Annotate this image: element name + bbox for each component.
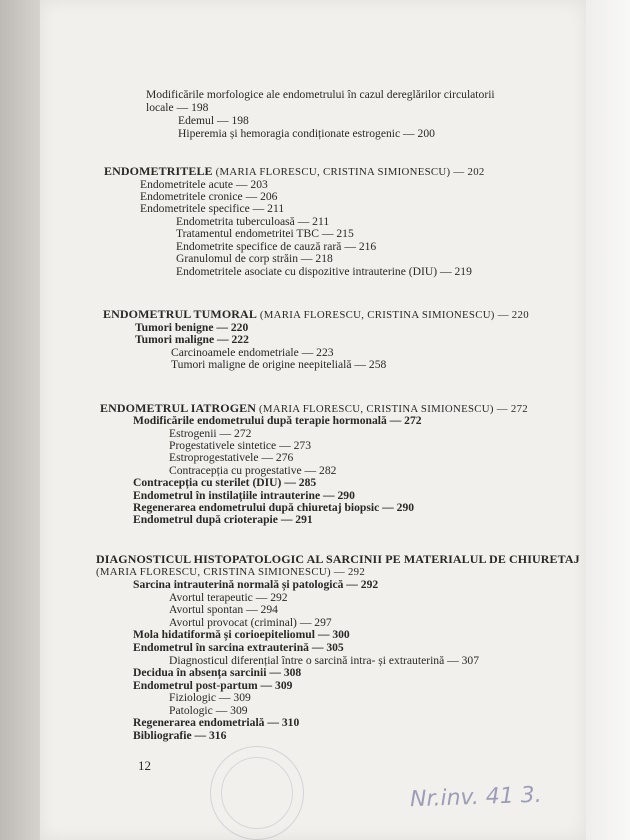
toc-subentry: Edemul — 198 [178, 114, 249, 127]
toc-subentry: Endometrita tuberculoasă — 211 [176, 215, 330, 228]
toc-entry: Bibliografie — 316 [133, 729, 227, 742]
toc-subentry: Fiziologic — 309 [169, 691, 251, 704]
toc-subentry: Avortul terapeutic — 292 [169, 591, 288, 604]
toc-entry: Sarcina intrauterină normală și patologică — 292 [133, 578, 379, 591]
scan-background-right [586, 0, 630, 840]
toc-entry: Modificările morfologice ale endometrului în cazul dereglărilor circulatorii [146, 88, 495, 101]
toc-subentry: Endometrite specifice de cauză rară — 216 [176, 240, 377, 253]
book-page [40, 0, 586, 840]
toc-section-heading [104, 165, 485, 179]
library-stamp-icon [210, 746, 304, 840]
toc-subentry: Estroprogestativele — 276 [169, 451, 294, 464]
toc-subentry: Patologic — 309 [169, 704, 248, 717]
section-authors: (MARIA FLORESCU, CRISTINA SIMIONESCU) — 202 [215, 166, 485, 178]
section-title: DIAGNOSTICUL HISTOPATOLOGIC AL SARCINII PE MATERIALUL DE CHIURETAJ [96, 552, 580, 566]
toc-entry: locale — 198 [146, 101, 209, 114]
toc-entry: Endometrul post-partum — 309 [133, 679, 293, 692]
toc-subentry: Hiperemia și hemoragia condiționate estrogenic — 200 [178, 127, 435, 140]
toc-subentry: Endometritele asociate cu dispozitive intrauterine (DIU) — 219 [176, 265, 472, 278]
toc-subentry: Diagnosticul diferențial între o sarcină intra- și extrauterină — 307 [169, 654, 480, 667]
toc-entry: Regenerarea endometrului după chiuretaj biopsic — 290 [133, 501, 415, 514]
toc-subentry: Progestativele sintetice — 273 [169, 439, 311, 452]
toc-subentry: Avortul provocat (criminal) — 297 [169, 616, 332, 629]
toc-subentry: Tratamentul endometritei TBC — 215 [176, 227, 354, 240]
scan-background-left [0, 0, 40, 840]
toc-entry: Tumori maligne — 222 [135, 333, 249, 346]
toc-subentry: Estrogenii — 272 [169, 427, 252, 440]
toc-entry: Mola hidatiformă și corioepiteliomul — 300 [133, 628, 350, 641]
handwritten-inventory-note: Nr.inv. 41 3. [409, 782, 543, 813]
toc-entry: Endometrul în instilațiile intrauterine — 290 [133, 489, 355, 502]
toc-subentry: Carcinoamele endometriale — 223 [171, 346, 334, 359]
toc-entry: Modificările endometrului după terapie hormonală — 272 [133, 414, 422, 427]
section-title: ENDOMETRITELE [104, 164, 213, 178]
toc-entry: Endometritele acute — 203 [140, 178, 268, 191]
toc-subentry: Avortul spontan — 294 [169, 603, 278, 616]
toc-entry: Endometrul în sarcina extrauterină — 305 [133, 641, 344, 654]
toc-entry: Endometritele specifice — 211 [140, 202, 285, 215]
section-authors: (MARIA FLORESCU, CRISTINA SIMIONESCU) — 220 [259, 309, 529, 321]
toc-section-heading [103, 308, 529, 322]
toc-entry: Endometrul după crioterapie — 291 [133, 513, 313, 526]
section-title: ENDOMETRUL IATROGEN [100, 401, 257, 415]
section-authors: (MARIA FLORESCU, CRISTINA SIMIONESCU) — 272 [258, 403, 528, 415]
toc-entry: Contracepția cu sterilet (DIU) — 285 [133, 476, 317, 489]
toc-subentry: Tumori maligne de origine neepitelială — 258 [171, 358, 387, 371]
section-authors: (MARIA FLORESCU, CRISTINA SIMIONESCU) — 292 [96, 566, 366, 578]
toc-entry: Endometritele cronice — 206 [140, 190, 278, 203]
toc-subentry: Contracepția cu progestative — 282 [169, 464, 337, 477]
toc-entry: Regenerarea endometrială — 310 [133, 716, 300, 729]
page-number: 12 [138, 758, 151, 773]
toc-entry: Tumori benigne — 220 [135, 321, 249, 334]
toc-subentry: Granulomul de corp străin — 218 [176, 252, 333, 265]
section-title: ENDOMETRUL TUMORAL [103, 307, 257, 321]
toc-entry: Decidua în absența sarcinii — 308 [133, 666, 302, 679]
